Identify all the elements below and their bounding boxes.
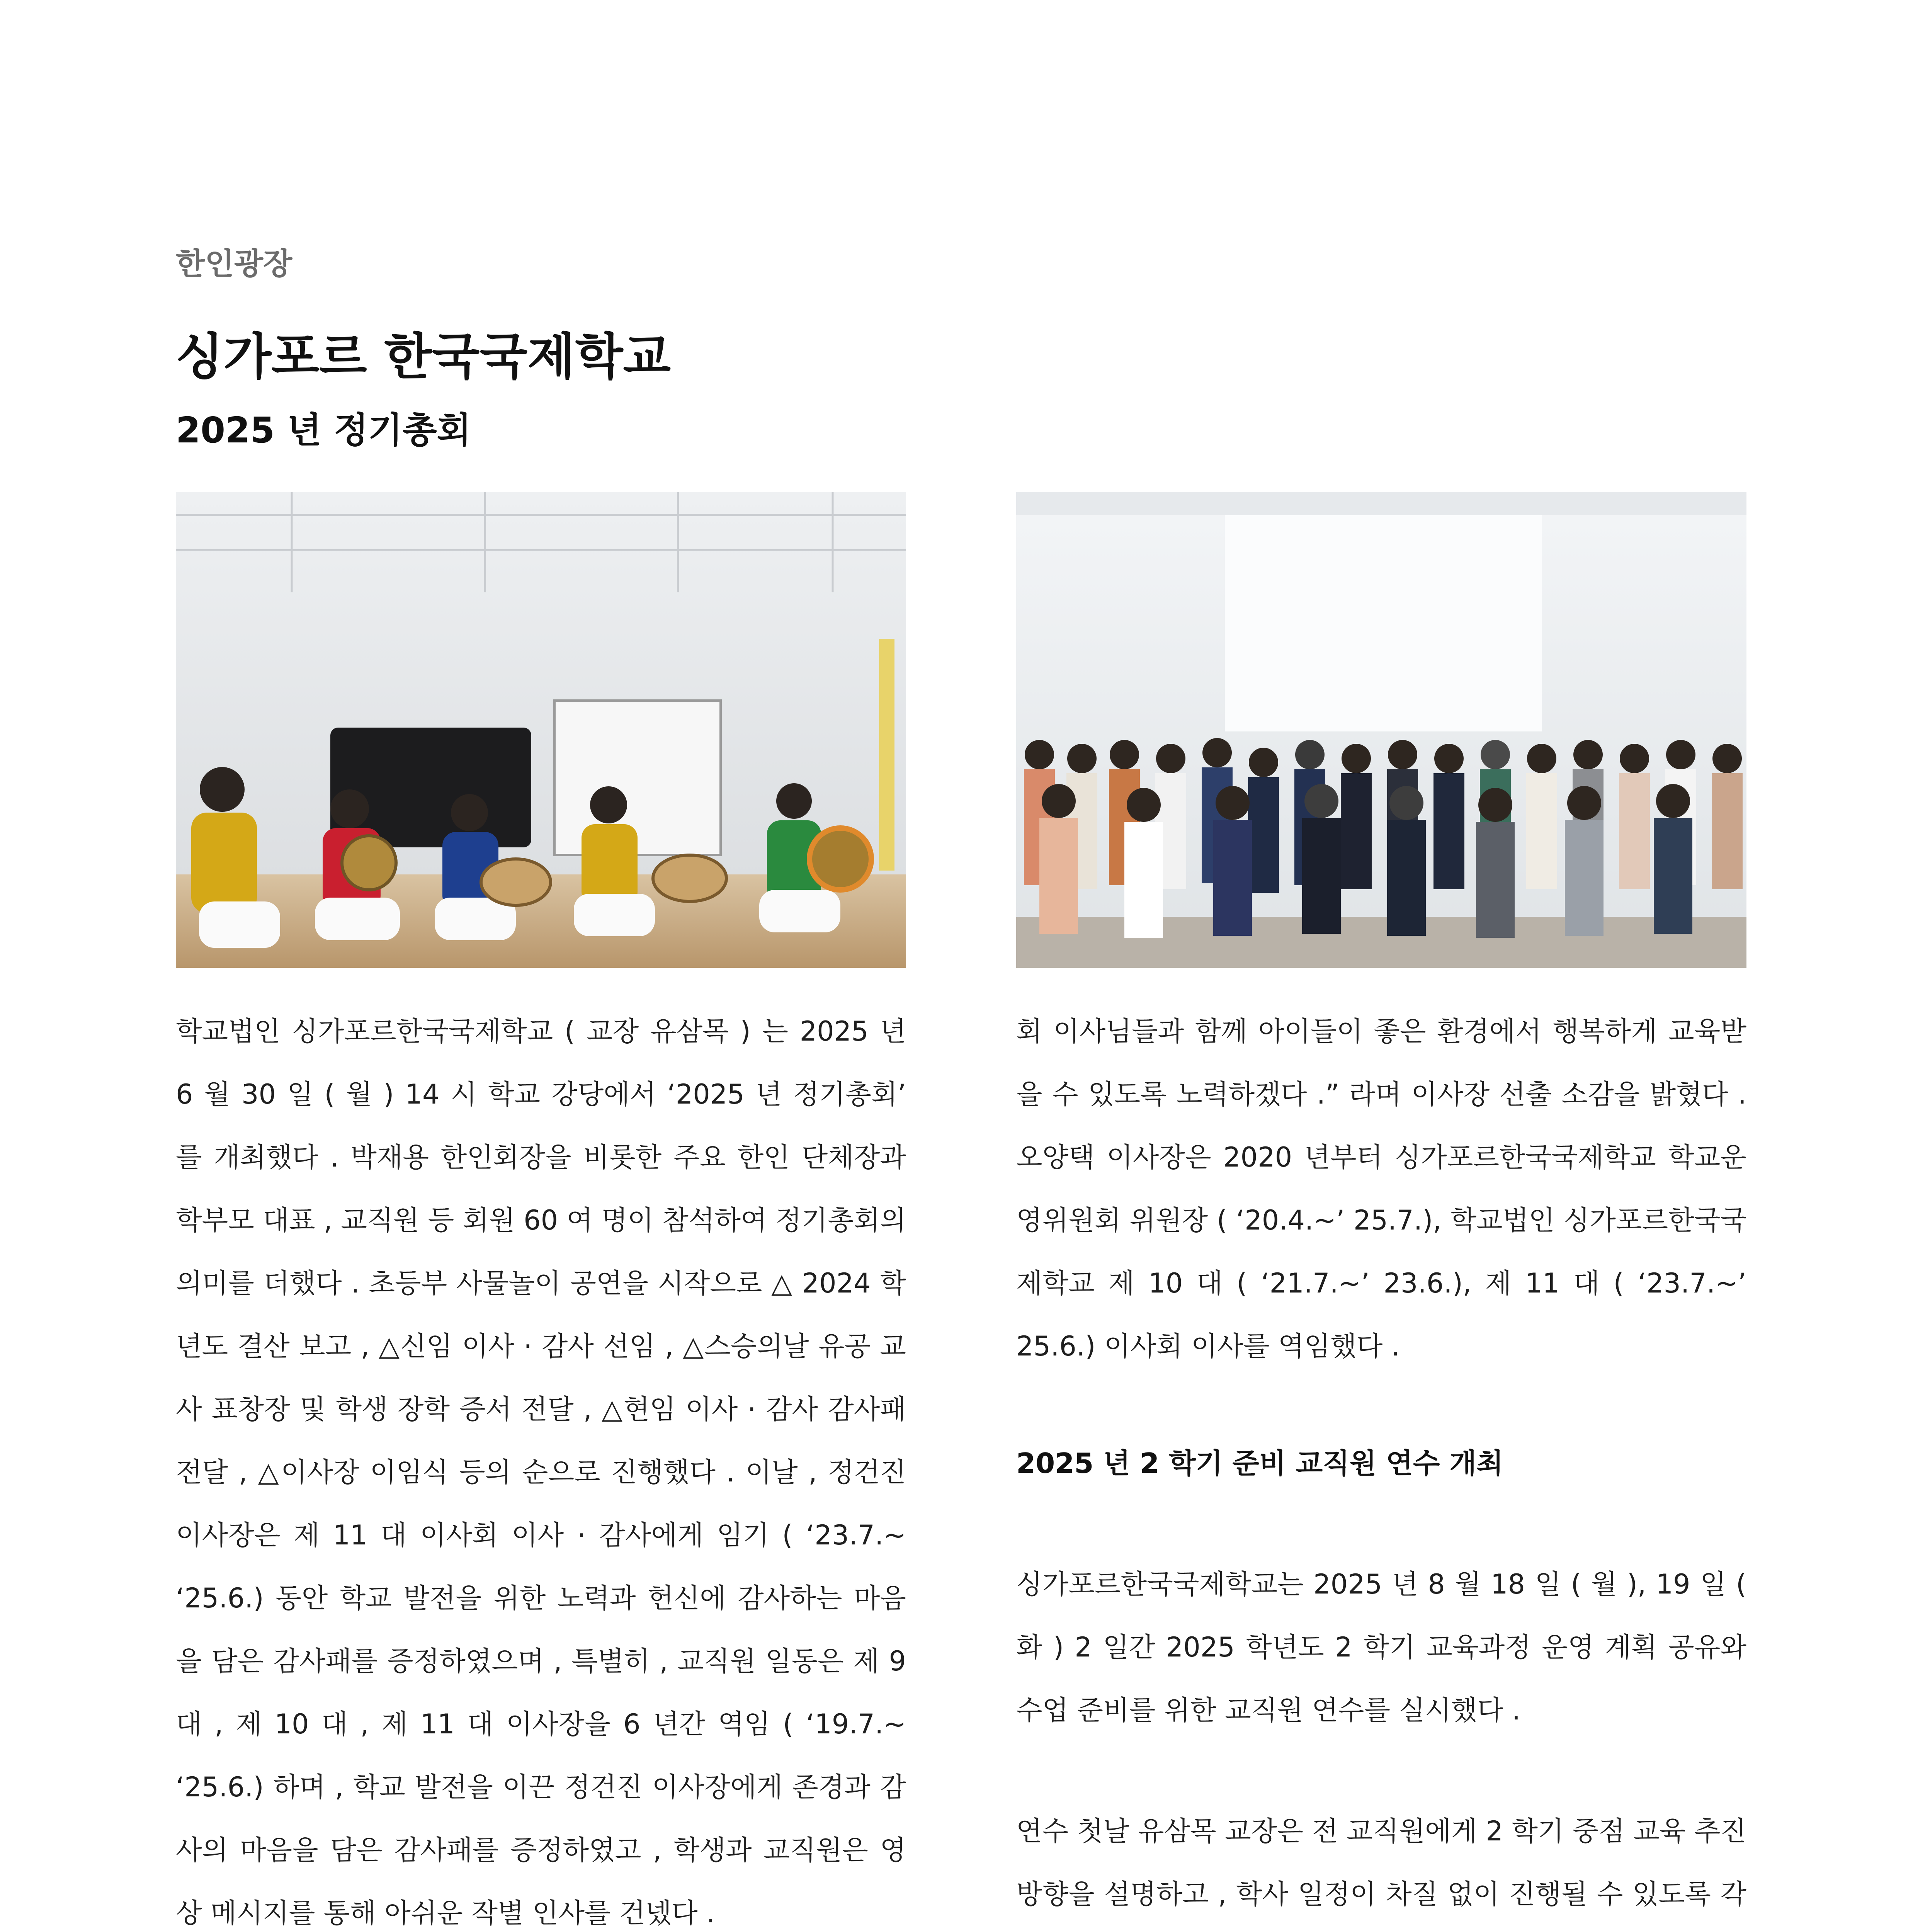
section-heading: 2025 년 2 학기 준비 교직원 연수 개최 (1016, 1447, 1503, 1480)
article-column-right (1016, 1000, 1746, 1932)
photo-samulnori-performance (176, 492, 906, 968)
article-paragraph: 연수 첫날 유삼목 교장은 전 교직원에게 2 학기 중점 교육 추진 방향을 설명하고 , 학사 일정이 차질 없이 진행될 수 있도록 각 (1016, 1815, 1746, 1910)
section-label: 한인광장 (176, 247, 292, 281)
article-paragraph: 학교법인 싱가포르한국국제학교 ( 교장 유삼목 ) 는 2025 년 6 월 30 일 ( 월 ) 14 시 학교 강당에서 ‘2025 년 정기총회’ 를 개최했다 . 박재용 한인회장을 비롯한 주요 한인 단체장과 학부모 대표 , 교직원 등 회원 60 여 명이 참석하여 정기총회의 의미를 더했다 . 초등부 사물놀이 공연을 시작으로 △ 2024 학년도 결산 보고 , △신임 이사 · 감사 선임 , △스승의날 유공 교사 표창장 및 학생 장학 증서 전달 , △현임 이사 · 감사 감사패 전달 , △이사장 이임식 등의 순으로 진행했다 . 이날 , 정건진 이사장은 제 11 대 이사회 이사 · 감사에게 임기 ( ‘23.7.~ ‘25.6.) 동안 학교 발전을 위한 노력과 헌신에 감사하는 마음을 담은 감사패를 증정하였으며 , 특별히 , 교직원 일동은 제 9 대 , 제 10 대 , 제 11 대 이사장을 6 년간 역임 ( ‘19.7.~ ‘25.6.) 하며 , 학교 발전을 이끈 정건진 이사장에게 존경과 감사의 마음을 담은 감사패를 증정하였고 , 학생과 교직원은 영상 메시지를 통해 아쉬운 작별 인사를 건넸다 . (176, 1015, 906, 1929)
photo-group-assembly (1016, 492, 1746, 968)
article-paragraph: 싱가포르한국국제학교는 2025 년 8 월 18 일 ( 월 ), 19 일 ( 화 ) 2 일간 2025 학년도 2 학기 교육과정 운영 계획 공유와 수업 준비를 위한 교직원 연수를 실시했다 . (1016, 1568, 1746, 1726)
page-title: 싱가포르 한국국제학교 (176, 328, 671, 386)
article-paragraph: 회 이사님들과 함께 아이들이 좋은 환경에서 행복하게 교육받을 수 있도록 노력하겠다 .” 라며 이사장 선출 소감을 밝혔다 . 오양택 이사장은 2020 년부터 싱가포르한국국제학교 학교운영위원회 위원장 ( ‘20.4.~’ 25.7.), 학교법인 싱가포르한국국제학교 제 10 대 ( ‘21.7.~’ 23.6.), 제 11 대 ( ‘23.7.~’ 25.6.) 이사회 이사를 역임했다 . (1016, 1015, 1746, 1362)
article-subtitle: 2025 년 정기총회 (176, 410, 471, 451)
article-column-left (176, 1000, 906, 1932)
